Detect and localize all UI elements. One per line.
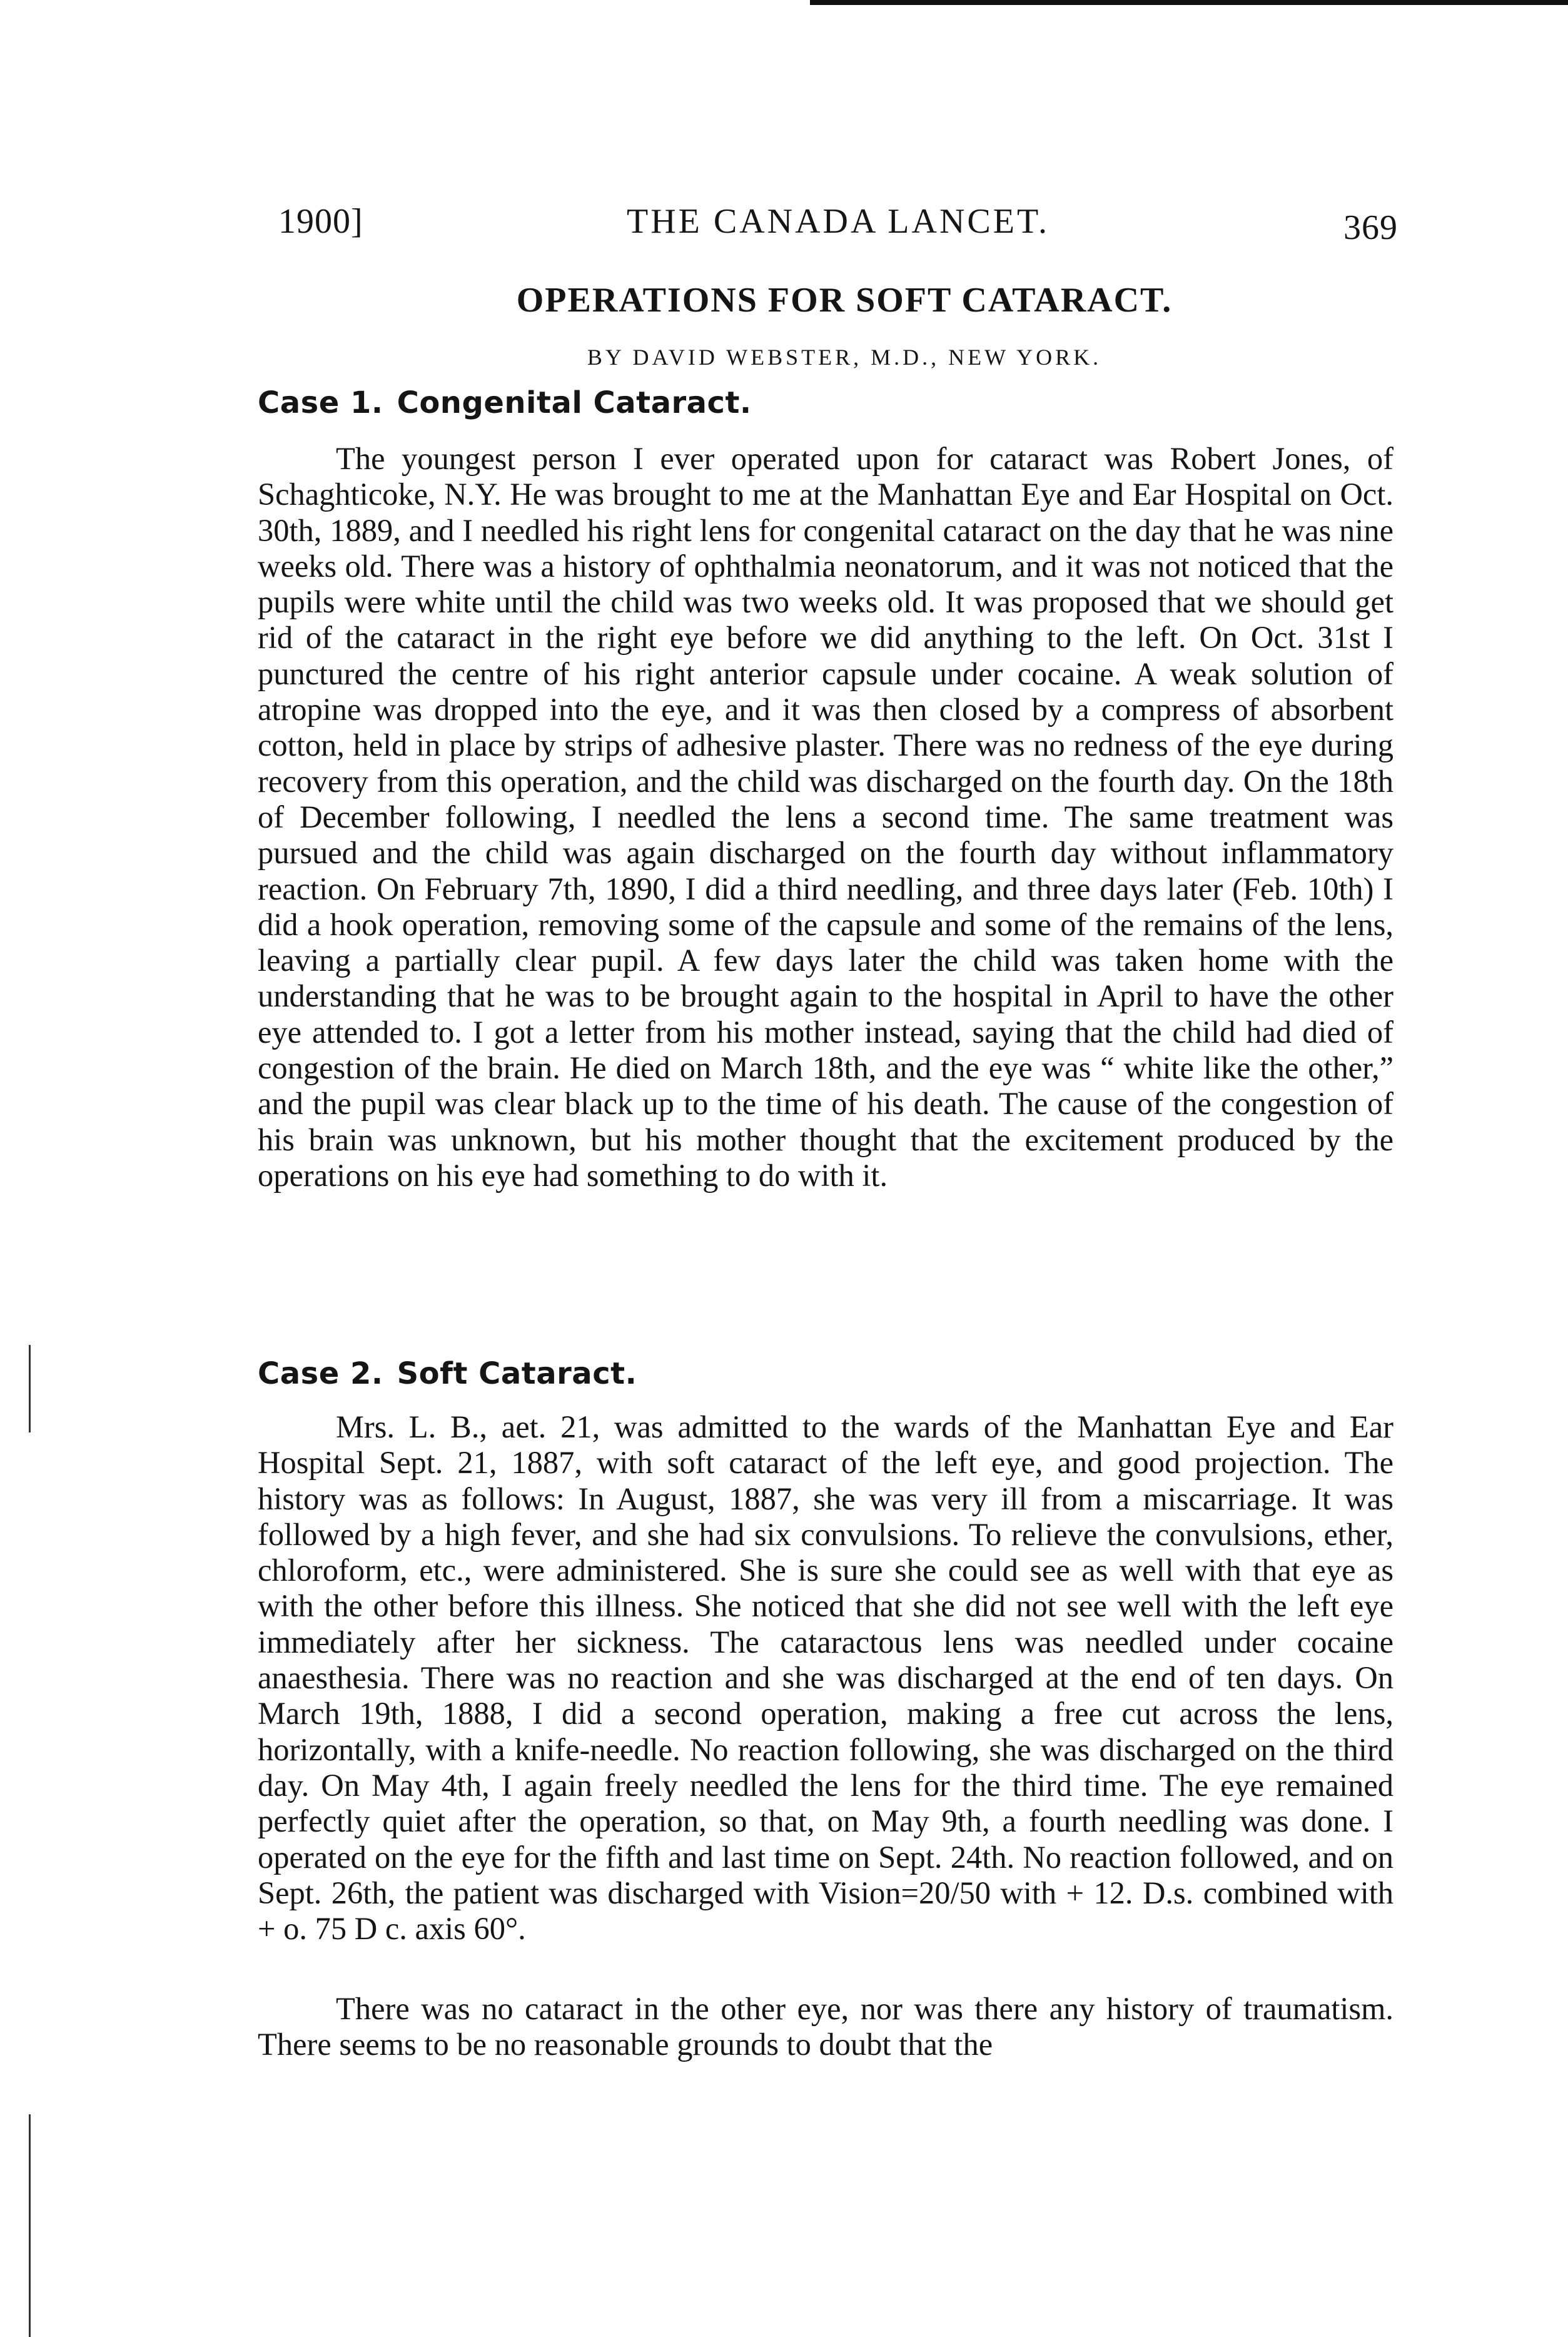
scan-edge-mark-upper: [29, 1345, 31, 1432]
case-1-heading: [258, 385, 752, 420]
case-2-heading: [258, 1356, 637, 1391]
top-edge-rule: [810, 0, 1568, 5]
case-2-label: Case 2.: [258, 1356, 383, 1391]
case-2-paragraph-continued: There was no cataract in the other eye, nor was there any history of traumatism. There seems to be no reasonable grounds to doubt that the: [258, 1991, 1393, 2062]
header-year: 1900]: [278, 202, 363, 241]
running-header: [278, 201, 1398, 251]
article-byline: BY DAVID WEBSTER, M.D., NEW YORK.: [587, 345, 1102, 370]
journal-title: THE CANADA LANCET.: [626, 202, 1050, 241]
scan-edge-mark-lower: [29, 2114, 31, 2337]
page-number: 369: [1343, 208, 1398, 247]
case-1-paragraph: The youngest person I ever operated upon for cataract was Robert Jones, of Schaghticoke, N.Y. He was brought to me at the Manhattan Eye and Ear Hospital on Oct. 30th, 1889, and I needled his right lens for congenital cataract on the day that he was nine weeks old. There was a history of ophthalmia neonatorum, and it was not noticed that the pupils were white until the child was two weeks old. It was proposed that we should get rid of the cataract in the right eye before we did anything to the left. On Oct. 31st I punctured the centre of his right anterior capsule under cocaine. A weak solution of atropine was dropped into the eye, and it was then closed by a compress of absorbent cotton, held in place by strips of adhesive plaster. There was no redness of the eye during recovery from this operation, and the child was discharged on the fourth day. On the 18th of December following, I needled the lens a second time. The same treatment was pursued and the child was again discharged on the fourth day without inflammatory reaction. On February 7th, 1890, I did a third needling, and three days later (Feb. 10th) I did a hook operation, removing some of the capsule and some of the remains of the lens, leaving a partially clear pupil. A few days later the child was taken home with the understanding that he was to be brought again to the hospital in April to have the other eye attended to. I got a letter from his mother instead, saying that the child had died of congestion of the brain. He died on March 18th, and the eye was “ white like the other,” and the pupil was clear black up to the time of his death. The cause of the congestion of his brain was unknown, but his mother thought that the excitement produced by the operations on his eye had something to do with it.: [258, 441, 1393, 1193]
case-2-title: Soft Cataract.: [397, 1356, 637, 1391]
case-1-title: Congenital Cataract.: [397, 385, 752, 420]
article-title: OPERATIONS FOR SOFT CATARACT.: [516, 281, 1173, 320]
case-1-label: Case 1.: [258, 385, 383, 420]
case-2-paragraph: Mrs. L. B., aet. 21, was admitted to the wards of the Manhattan Eye and Ear Hospital Sept. 21, 1887, with soft cataract of the left eye, and good projection. The history was as follows: In August, 1887, she was very ill from a miscarriage. It was followed by a high fever, and she had six convulsions. To relieve the convulsions, ether, chloroform, etc., were administered. She is sure she could see as well with that eye as with the other before this illness. She noticed that she did not see well with the left eye immediately after her sickness. The cataractous lens was needled under cocaine anaesthesia. There was no reaction and she was discharged at the end of ten days. On March 19th, 1888, I did a second operation, making a free cut across the lens, horizontally, with a knife-needle. No reaction following, she was discharged on the third day. On May 4th, I again freely needled the lens for the third time. The eye remained perfectly quiet after the operation, so that, on May 9th, a fourth needling was done. I operated on the eye for the fifth and last time on Sept. 24th. No reaction followed, and on Sept. 26th, the patient was discharged with Vision=20/50 with + 12. D.s. combined with + o. 75 D c. axis 60°.: [258, 1409, 1393, 1947]
